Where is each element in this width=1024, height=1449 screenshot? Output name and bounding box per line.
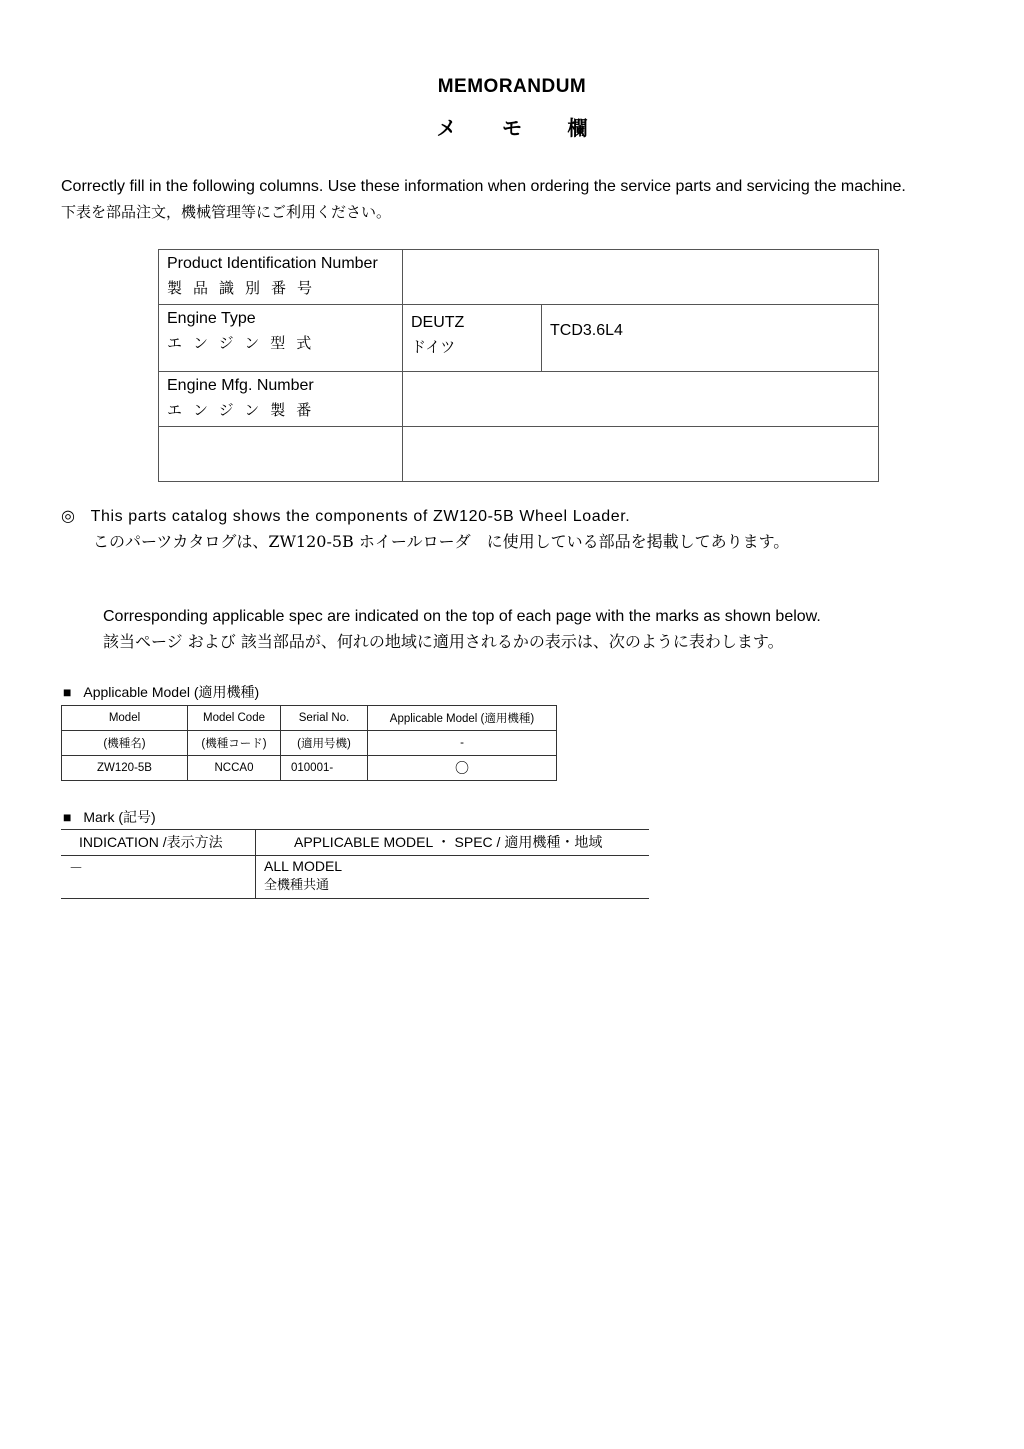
cell-applicable-mark: 〇 (368, 756, 557, 781)
double-circle-mark: ◎ (61, 508, 76, 525)
square-bullet: ■ (63, 684, 72, 700)
header-applicable: APPLICABLE MODEL ・ SPEC / 適用機種・地域 (256, 830, 650, 856)
engine-maker-cell (403, 305, 542, 372)
header-applicable-model: Applicable Model (適用機種) (368, 706, 557, 731)
header-indication: INDICATION /表示方法 (61, 830, 256, 856)
engine-type-label-jp: エンジン型式 (167, 334, 323, 352)
cell-model: ZW120-5B (62, 756, 188, 781)
engine-maker: DEUTZ (411, 314, 465, 331)
engine-maker-jp: ドイツ (411, 338, 456, 356)
applicable-model-table (61, 705, 557, 781)
cell-applicable-jp: 全機種共通 (264, 878, 330, 893)
engine-mfg-label: Engine Mfg. Number (167, 377, 314, 394)
pin-label-cell (159, 250, 403, 305)
catalog-note-jp: このパーツカタログは、ZW120-5B ホイールローダ に使用している部品を掲載してあります。 (93, 532, 790, 551)
engine-model-cell (542, 305, 879, 372)
table-header-row (61, 830, 649, 856)
mark-heading-text: Mark (記号) (83, 809, 156, 825)
cell-applicable-en: ALL MODEL (264, 858, 343, 874)
catalog-note-en: This parts catalog shows the components of ZW120-5B Wheel Loader. (90, 508, 631, 525)
catalog-note (61, 505, 630, 529)
header-serial-no: Serial No. (281, 706, 368, 731)
intro-en: Correctly fill in the following columns. Use these information when ordering the service parts and servicing the machine. (61, 178, 906, 195)
product-table (158, 249, 879, 482)
header-model-code: Model Code (188, 706, 281, 731)
table-header-row (62, 706, 557, 731)
header-model-code-jp: (機種コード) (188, 731, 281, 756)
engine-mfg-label-jp: エンジン製番 (167, 401, 323, 419)
blank-value-cell[interactable] (403, 427, 879, 482)
mark-table (61, 829, 649, 899)
cell-serial-no: 010001- (281, 756, 368, 781)
engine-type-label: Engine Type (167, 310, 256, 327)
spec-note-en: Corresponding applicable spec are indicated on the top of each page with the marks as shown below. (103, 608, 821, 625)
table-row (61, 856, 649, 899)
header-applicable-model-jp: - (368, 731, 557, 756)
table-row (62, 756, 557, 781)
engine-model: TCD3.6L4 (550, 322, 623, 339)
applicable-model-heading-text: Applicable Model (適用機種) (83, 684, 260, 700)
pin-value-cell[interactable] (403, 250, 879, 305)
pin-label-jp: 製品識別番号 (167, 279, 324, 297)
engine-mfg-label-cell (159, 372, 403, 427)
engine-mfg-value-cell[interactable] (403, 372, 879, 427)
header-model-jp: (機種名) (62, 731, 188, 756)
applicable-model-heading (63, 680, 259, 704)
cell-model-code: NCCA0 (188, 756, 281, 781)
pin-label: Product Identification Number (167, 255, 378, 272)
cell-applicable (256, 856, 650, 899)
page-subtitle-jp: メ モ 欄 (436, 118, 588, 140)
mark-heading (63, 805, 156, 829)
cell-indication: － (61, 856, 256, 899)
header-serial-no-jp: (適用号機) (281, 731, 368, 756)
square-bullet: ■ (63, 809, 72, 825)
page-title: MEMORANDUM (437, 76, 587, 97)
engine-type-label-cell (159, 305, 403, 372)
table-header-row-jp (62, 731, 557, 756)
intro-jp: 下表を部品注文，機械管理等にご利用ください。 (61, 203, 392, 221)
header-model: Model (62, 706, 188, 731)
blank-label-cell[interactable] (159, 427, 403, 482)
spec-note-jp: 該当ページ および 該当部品が、何れの地域に適用されるかの表示は、次のように表わします。 (103, 632, 784, 651)
